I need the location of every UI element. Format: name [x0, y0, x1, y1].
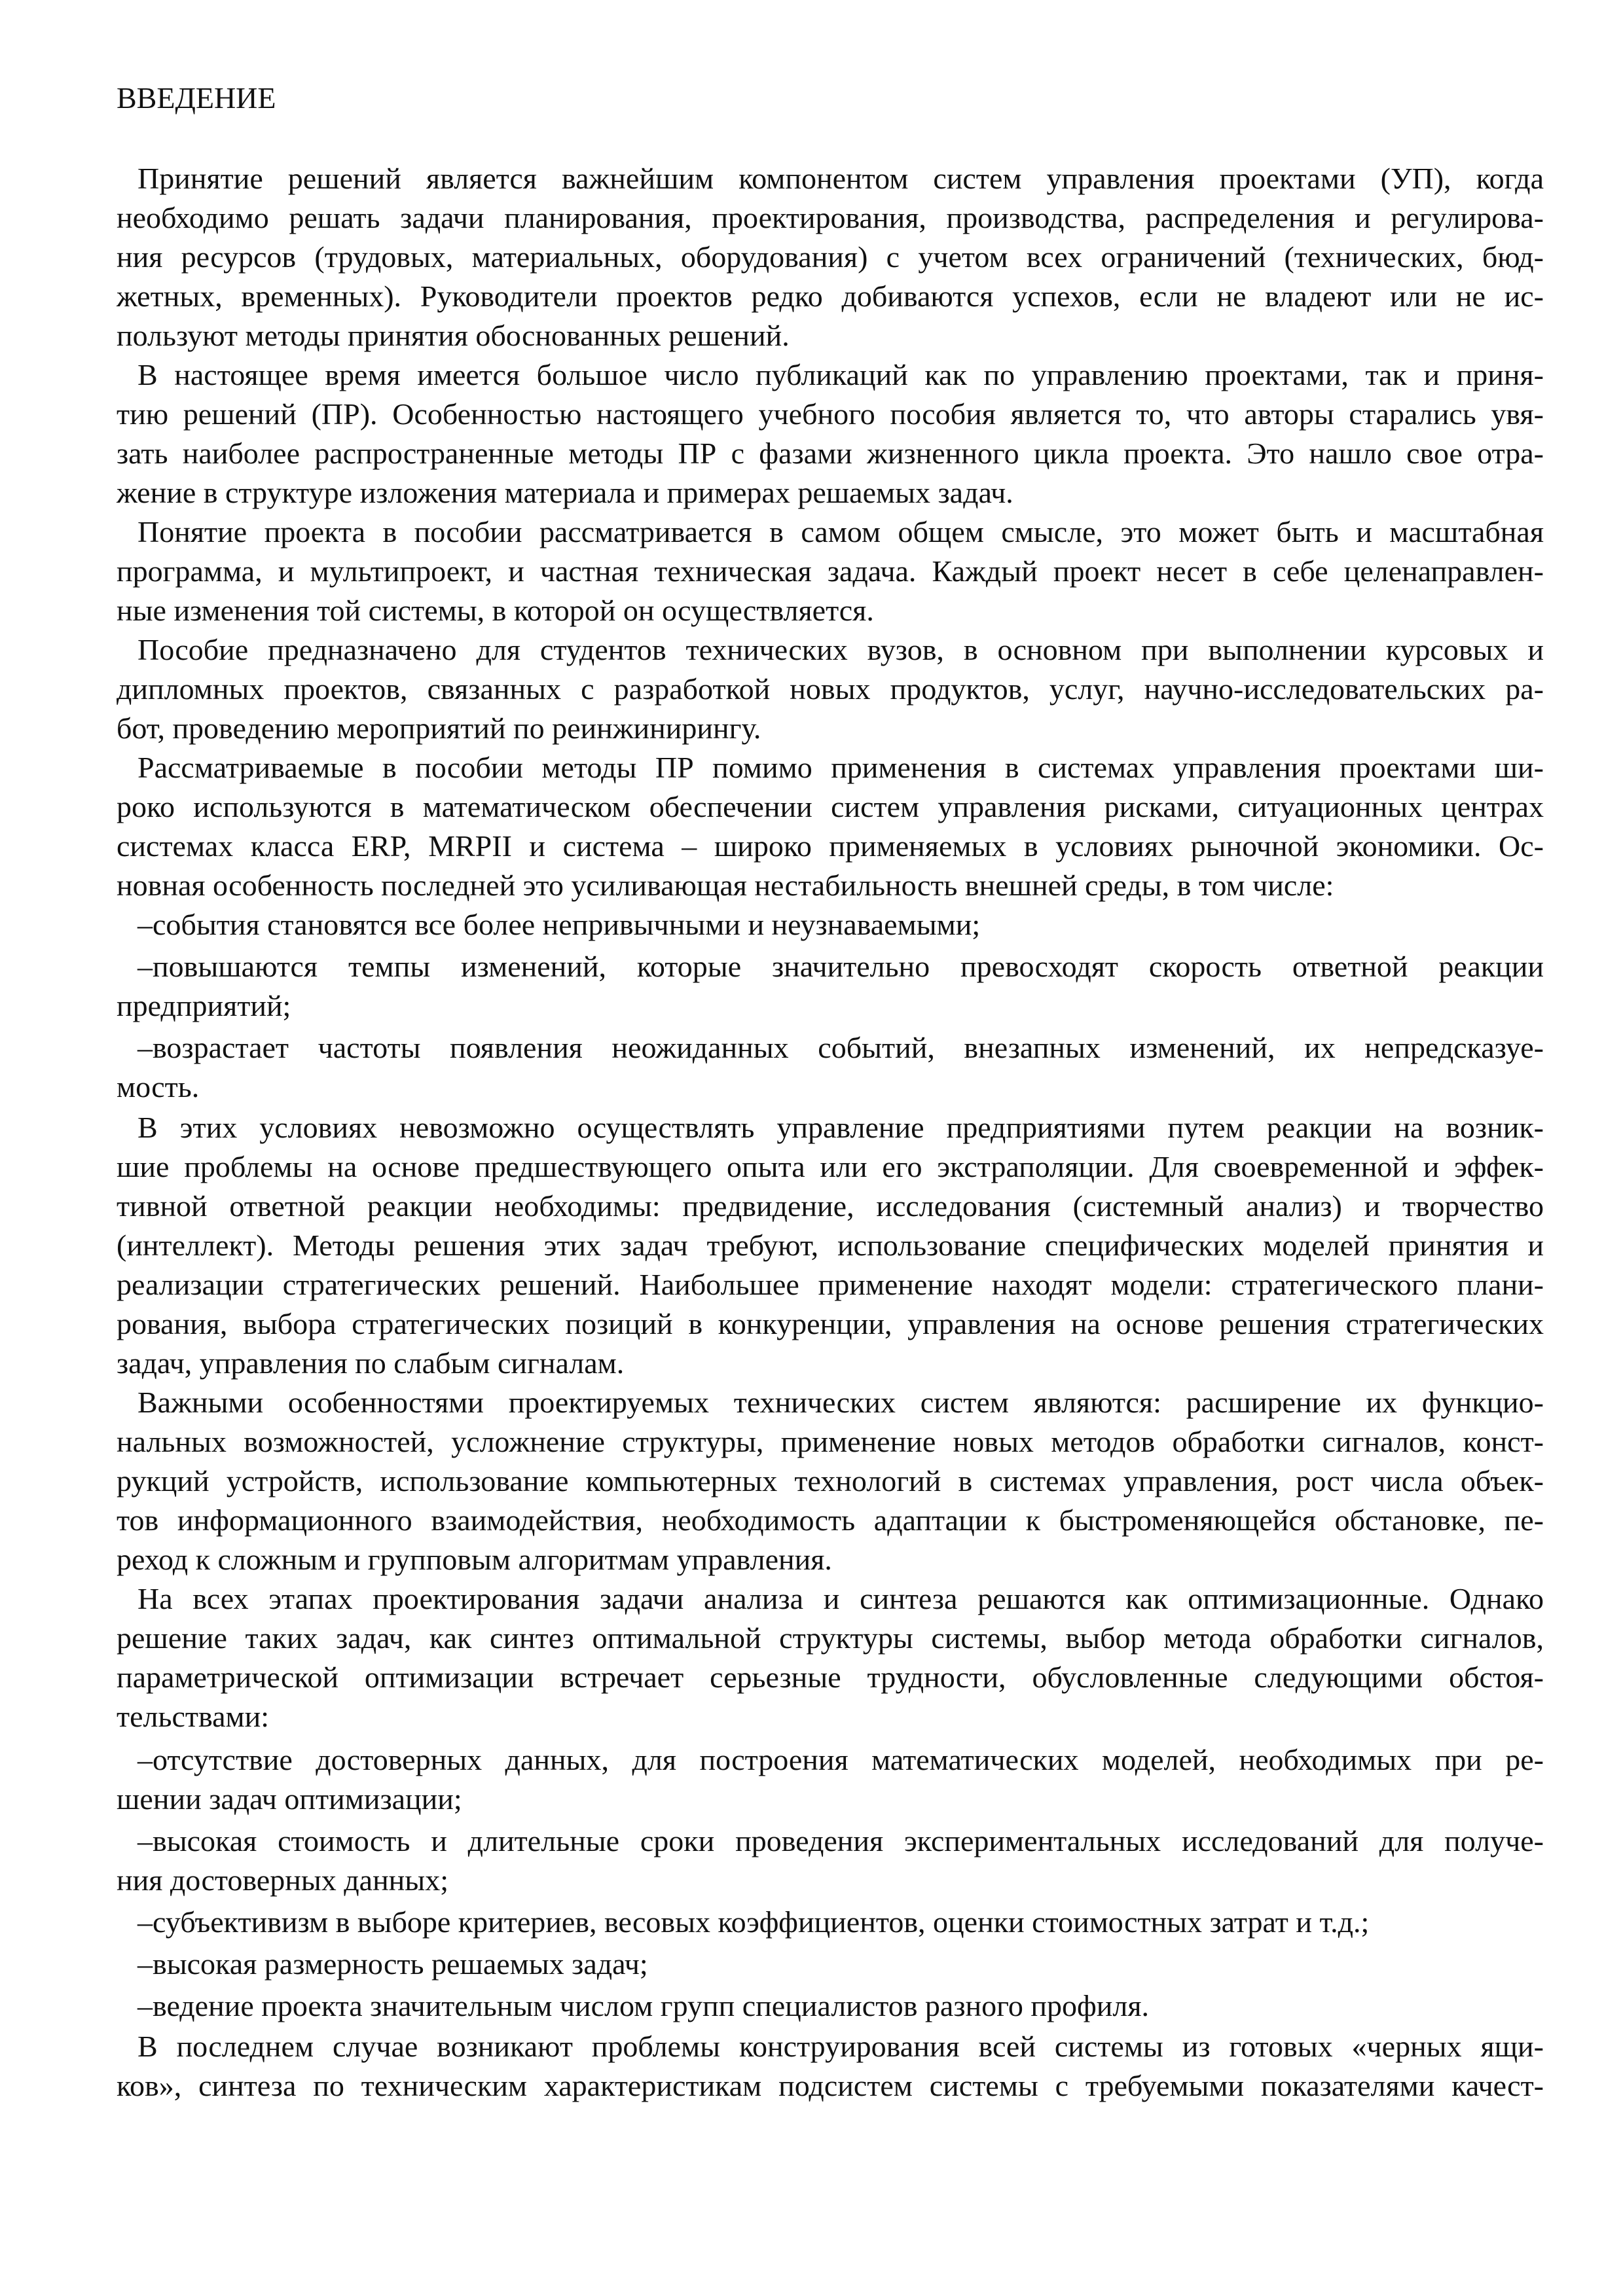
text-line: роко используются в математическом обеспечении систем управления рисками, ситуационных центрах: [117, 790, 1544, 823]
text-line: программа, и мультипроект, и частная техническая задача. Каждый проект несет в себе целенаправлен-: [117, 554, 1544, 588]
text-line: мость.: [117, 1070, 200, 1103]
list-item: –ведение проекта значительным числом групп специалистов разного профиля.: [137, 1989, 1149, 2022]
text-line: жетных, временных). Руководители проектов редко добиваются успехов, если не владеют или не ис-: [117, 279, 1544, 313]
text-line: В настоящее время имеется большое число публикаций как по управлению проектами, так и приня-: [137, 358, 1544, 391]
section-heading: ВВЕДЕНИЕ: [117, 81, 276, 115]
text-line: тельствами:: [117, 1700, 270, 1733]
text-line: системах класса ERP, MRPII и система – широко применяемых в условиях рыночной экономики. Ос-: [117, 829, 1544, 863]
list-item: –повышаются темпы изменений, которые значительно превосходят скорость ответной реакции: [137, 950, 1544, 983]
text-line: новная особенность последней это усиливающая нестабильность внешней среды, в том числе:: [117, 869, 1334, 902]
text-line: задач, управления по слабым сигналам.: [117, 1346, 625, 1380]
list-item: –возрастает частоты появления неожиданных событий, внезапных изменений, их непредсказуе-: [137, 1031, 1544, 1064]
text-line: тов информационного взаимодействия, необходимость адаптации к быстроменяющейся обстановке, пе-: [117, 1503, 1544, 1537]
list-item: –высокая стоимость и длительные сроки проведения экспериментальных исследований для получе-: [137, 1824, 1544, 1857]
text-line: шие проблемы на основе предшествующего опыта или его экстраполяции. Для своевременной и эффек-: [117, 1150, 1544, 1183]
text-line: параметрической оптимизации встречает серьезные трудности, обусловленные следующими обстоя-: [117, 1660, 1544, 1694]
text-line: пользуют методы принятия обоснованных решений.: [117, 319, 790, 352]
list-item: –события становятся все более непривычными и неузнаваемыми;: [137, 908, 981, 941]
list-item: –высокая размерность решаемых задач;: [137, 1947, 648, 1981]
list-item: –субъективизм в выборе критериев, весовых коэффициентов, оценки стоимостных затрат и т.д.;: [137, 1905, 1370, 1939]
text-line: предприятий;: [117, 989, 291, 1022]
text-line: ния достоверных данных;: [117, 1863, 448, 1897]
text-line: Понятие проекта в пособии рассматривается в самом общем смысле, это может быть и масштабная: [137, 515, 1544, 548]
text-line: тивной ответной реакции необходимы: предвидение, исследования (системный анализ) и творчество: [117, 1189, 1544, 1223]
text-line: ния ресурсов (трудовых, материальных, оборудования) с учетом всех ограничений (технических, бюд-: [117, 240, 1544, 274]
text-line: зать наиболее распространенные методы ПР с фазами жизненного цикла проекта. Это нашло свое отра-: [117, 437, 1544, 470]
text-line: необходимо решать задачи планирования, проектирования, производства, распределения и регулирова-: [117, 201, 1544, 234]
text-line: реализации стратегических решений. Наибольшее применение находят модели: стратегического плани-: [117, 1268, 1544, 1301]
text-line: Принятие решений является важнейшим компонентом систем управления проектами (УП), когда: [137, 162, 1544, 195]
text-line: В этих условиях невозможно осуществлять управление предприятиями путем реакции на возник-: [137, 1111, 1544, 1144]
text-line: тию решений (ПР). Особенностью настоящего учебного пособия является то, что авторы старались увя-: [117, 397, 1544, 431]
text-line: В последнем случае возникают проблемы конструирования всей системы из готовых «черных ящи-: [137, 2030, 1544, 2063]
text-line: решение таких задач, как синтез оптимальной структуры системы, выбор метода обработки сигналов,: [117, 1621, 1544, 1655]
text-line: дипломных проектов, связанных с разработкой новых продуктов, услуг, научно-исследовательских ра-: [117, 672, 1544, 706]
text-line: реход к сложным и групповым алгоритмам управления.: [117, 1543, 832, 1576]
text-line: жение в структуре изложения материала и примерах решаемых задач.: [117, 476, 1013, 509]
text-line: (интеллект). Методы решения этих задач требуют, использование специфических моделей принятия и: [117, 1229, 1544, 1262]
text-line: рования, выбора стратегических позиций в конкуренции, управления на основе решения стратегических: [117, 1307, 1544, 1340]
text-line: На всех этапах проектирования задачи анализа и синтеза решаются как оптимизационные. Однако: [137, 1582, 1544, 1615]
text-line: Рассматриваемые в пособии методы ПР помимо применения в системах управления проектами ши-: [137, 751, 1544, 784]
text-line: Пособие предназначено для студентов технических вузов, в основном при выполнении курсовых и: [137, 633, 1544, 666]
text-line: шении задач оптимизации;: [117, 1782, 462, 1816]
text-line: Важными особенностями проектируемых технических систем являются: расширение их функцио-: [137, 1386, 1544, 1419]
text-line: нальных возможностей, усложнение структуры, применение новых методов обработки сигналов, конст-: [117, 1425, 1544, 1458]
text-line: ков», синтеза по техническим характеристикам подсистем системы с требуемыми показателями качест-: [117, 2069, 1544, 2102]
text-line: рукций устройств, использование компьютерных технологий в системах управления, рост числа объек-: [117, 1464, 1544, 1498]
text-line: ные изменения той системы, в которой он осуществляется.: [117, 594, 874, 627]
text-line: бот, проведению мероприятий по реинжинирингу.: [117, 711, 761, 745]
list-item: –отсутствие достоверных данных, для построения математических моделей, необходимых при ре-: [137, 1743, 1544, 1776]
